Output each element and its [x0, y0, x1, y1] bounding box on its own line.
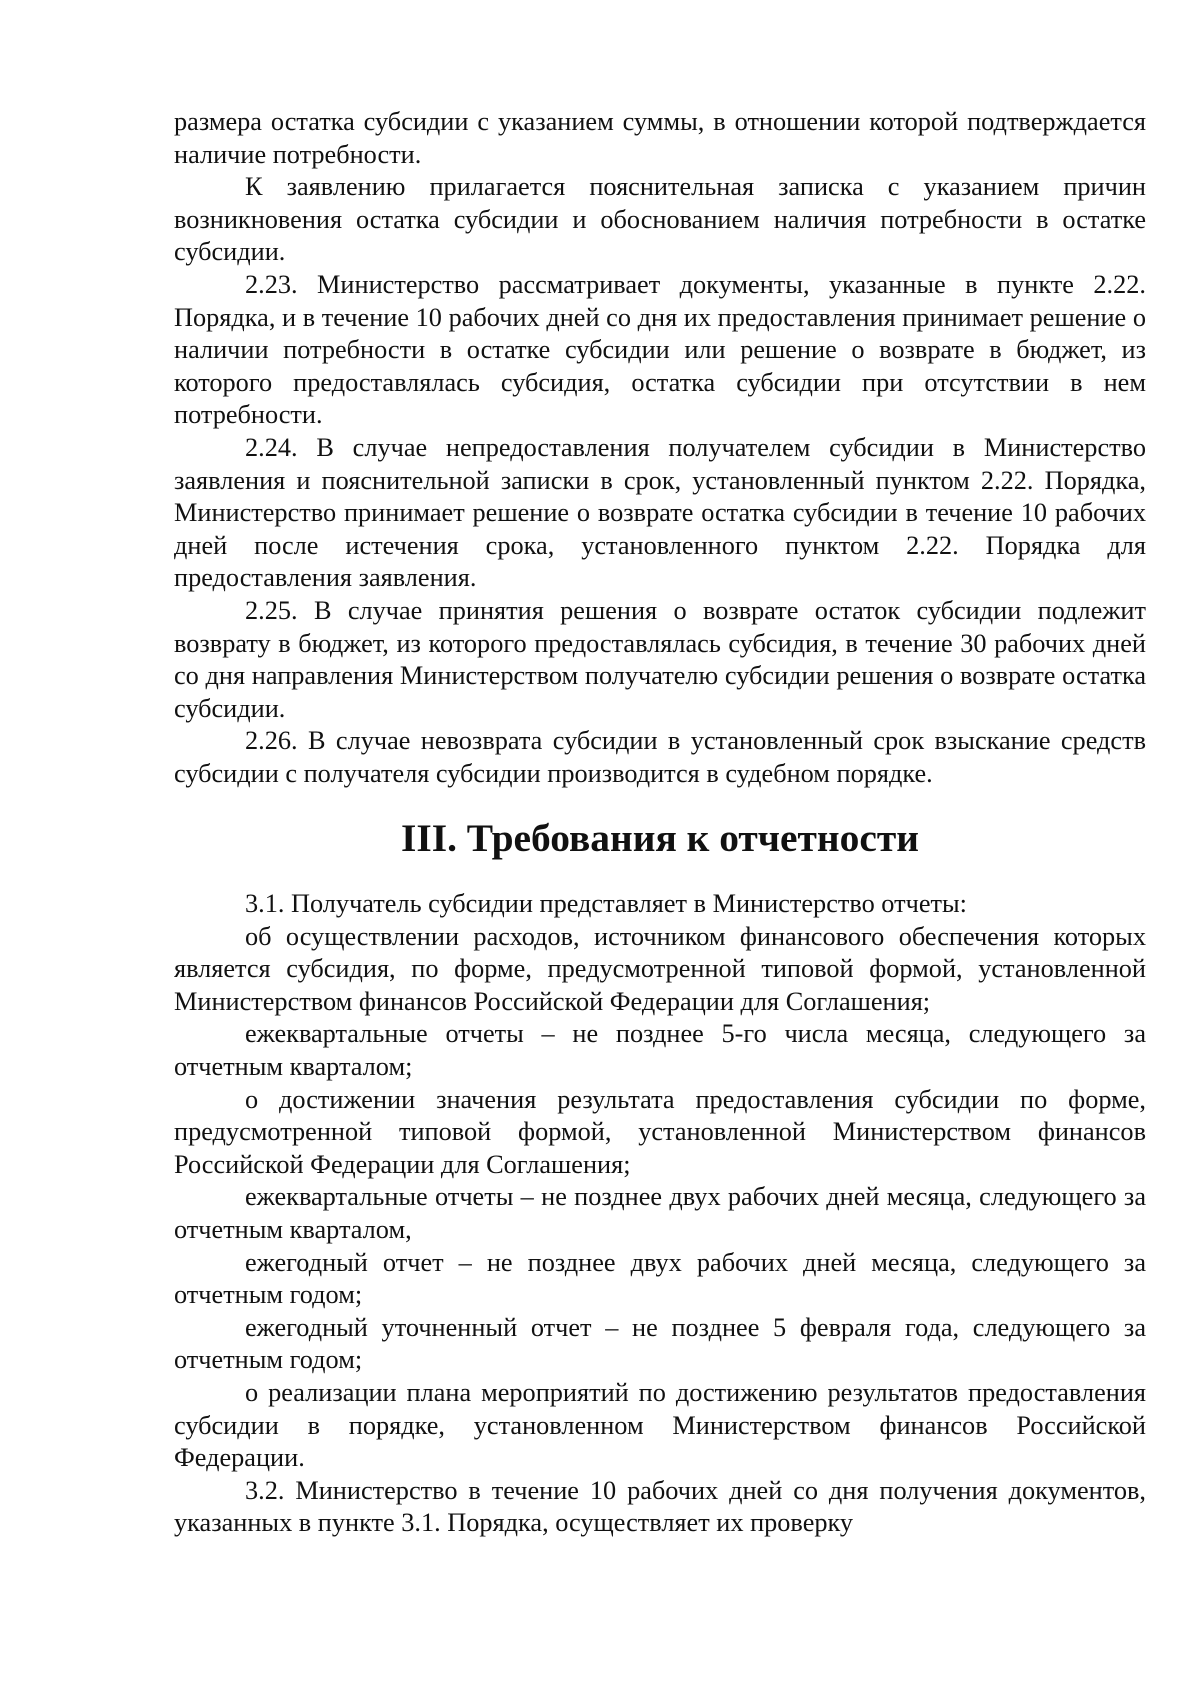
paragraph-quarterly-deadline-1: ежеквартальные отчеты – не позднее 5-го числа месяца, следующего за отчетным кварталом;	[174, 1019, 1146, 1082]
paragraph-2-24: 2.24. В случае непредоставления получателем субсидии в Министерство заявления и пояснительной записки в срок, установленный пунктом 2.22. Порядка, Министерство принимает решение о возврате остатка субсидии в течение 10 рабочих дней после истечения срока, установленного пунктом 2.22. Порядка для предоставления заявления.	[174, 432, 1146, 593]
paragraph-annual-refined-deadline: ежегодный уточненный отчет – не позднее 5 февраля года, следующего за отчетным годом;	[174, 1312, 1146, 1375]
paragraphs-before-heading	[174, 106, 1146, 790]
section-heading: III. Требования к отчетности	[401, 816, 919, 861]
paragraph-3-1: 3.1. Получатель субсидии представляет в Министерство отчеты:	[245, 889, 967, 919]
paragraph-2-23: 2.23. Министерство рассматривает документы, указанные в пункте 2.22. Порядка, и в течение 10 рабочих дней со дня их предоставления принимает решение о наличии потребности в остатке субсидии или решение о возврате в бюджет, из которого предоставлялась субсидия, остатка субсидии при отсутствии в нем потребности.	[174, 269, 1146, 430]
document-page	[174, 106, 1146, 1540]
paragraph-continuation: размера остатка субсидии с указанием суммы, в отношении которой подтверждается наличие потребности.	[174, 107, 1146, 169]
paragraph-expense-report: об осуществлении расходов, источником финансового обеспечения которых является субсидия, по форме, предусмотренной типовой формой, установленной Министерством финансов Российской Федерации для Соглашения;	[174, 921, 1146, 1016]
paragraph-plan-report: о реализации плана мероприятий по достижению результатов предоставления субсидии в порядке, установленном Министерством финансов Российской Федерации.	[174, 1377, 1146, 1473]
paragraph-3-2: 3.2. Министерство в течение 10 рабочих дней со дня получения документов, указанных в пункте 3.1. Порядка, осуществляет их проверку	[174, 1475, 1146, 1538]
paragraph-2-25: 2.25. В случае принятия решения о возврате остаток субсидии подлежит возврату в бюджет, из которого предоставлялась субсидия, в течение 30 рабочих дней со дня направления Министерством получателю субсидии решения о возврате остатка субсидии.	[174, 595, 1146, 723]
paragraphs-after-heading	[174, 888, 1146, 1540]
paragraph-2-26: 2.26. В случае невозврата субсидии в установленный срок взыскание средств субсидии с получателя субсидии производится в судебном порядке.	[174, 726, 1146, 788]
paragraph-quarterly-deadline-2: ежеквартальные отчеты – не позднее двух рабочих дней месяца, следующего за отчетным кварталом,	[174, 1182, 1146, 1244]
paragraph-attachment-note: К заявлению прилагается пояснительная записка с указанием причин возникновения остатка субсидии и обоснованием наличия потребности в остатке субсидии.	[174, 172, 1146, 267]
paragraph-annual-deadline: ежегодный отчет – не позднее двух рабочих дней месяца, следующего за отчетным годом;	[174, 1247, 1146, 1310]
paragraph-result-report: о достижении значения результата предоставления субсидии по форме, предусмотренной типовой формой, установленной Министерством финансов Российской Федерации для Соглашения;	[174, 1084, 1146, 1179]
